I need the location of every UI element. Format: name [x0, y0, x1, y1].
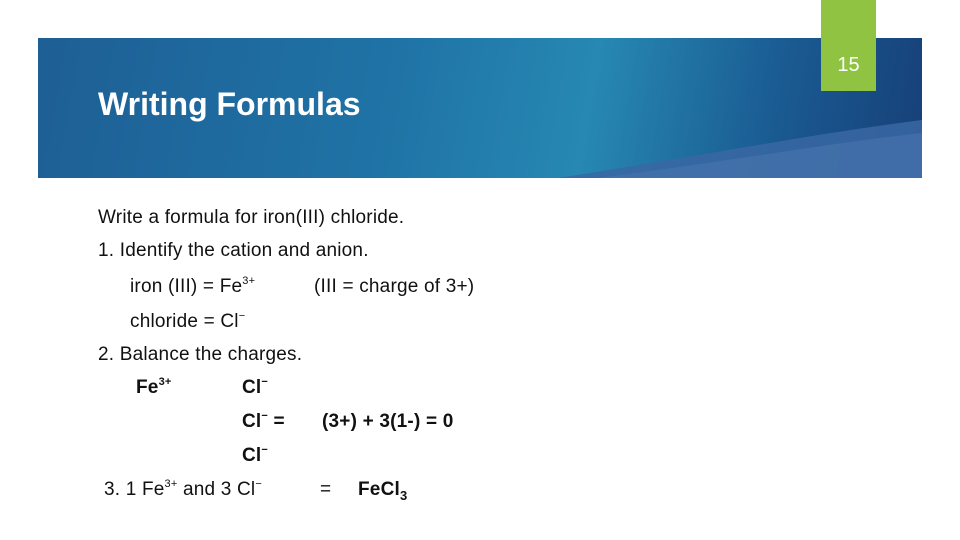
step-2-text: 2. Balance the charges. — [98, 344, 303, 365]
final-formula: FeCl$_3$ — [358, 479, 408, 503]
balance-equals: = — [273, 411, 285, 432]
cl-ion-3: Cl− — [242, 444, 269, 466]
iron-note: (III = charge of 3+) — [314, 276, 475, 297]
balance-equation: (3+) + 3(1-) = 0 — [322, 411, 454, 432]
slide-number-tab — [821, 0, 876, 91]
fe-symbol: Fe — [136, 377, 159, 398]
fe-ion — [136, 377, 172, 399]
iron-line — [130, 276, 255, 298]
chloride-name: chloride = Cl — [130, 311, 239, 332]
slide-number: 15 — [837, 54, 860, 76]
intro-text: Write a formula for iron(III) chloride. — [98, 207, 405, 228]
step-3-equals: = — [320, 479, 332, 500]
step-1-text: 1. Identify the cation and anion. — [98, 240, 369, 261]
iron-charge: 3+ — [242, 275, 256, 287]
fe-charge: 3+ — [158, 376, 172, 388]
step-3-text: 3. 1 $Fe^{3+}$ and 3 Cl− — [104, 478, 262, 500]
cl-ion-1: Cl− — [242, 376, 269, 398]
chloride-charge: − — [238, 310, 246, 322]
chloride-line — [130, 311, 245, 333]
iron-name: iron (III) = Fe — [130, 276, 243, 297]
slide-title: Writing Formulas — [98, 86, 361, 122]
cl-ion-2: Cl− = — [242, 410, 285, 432]
